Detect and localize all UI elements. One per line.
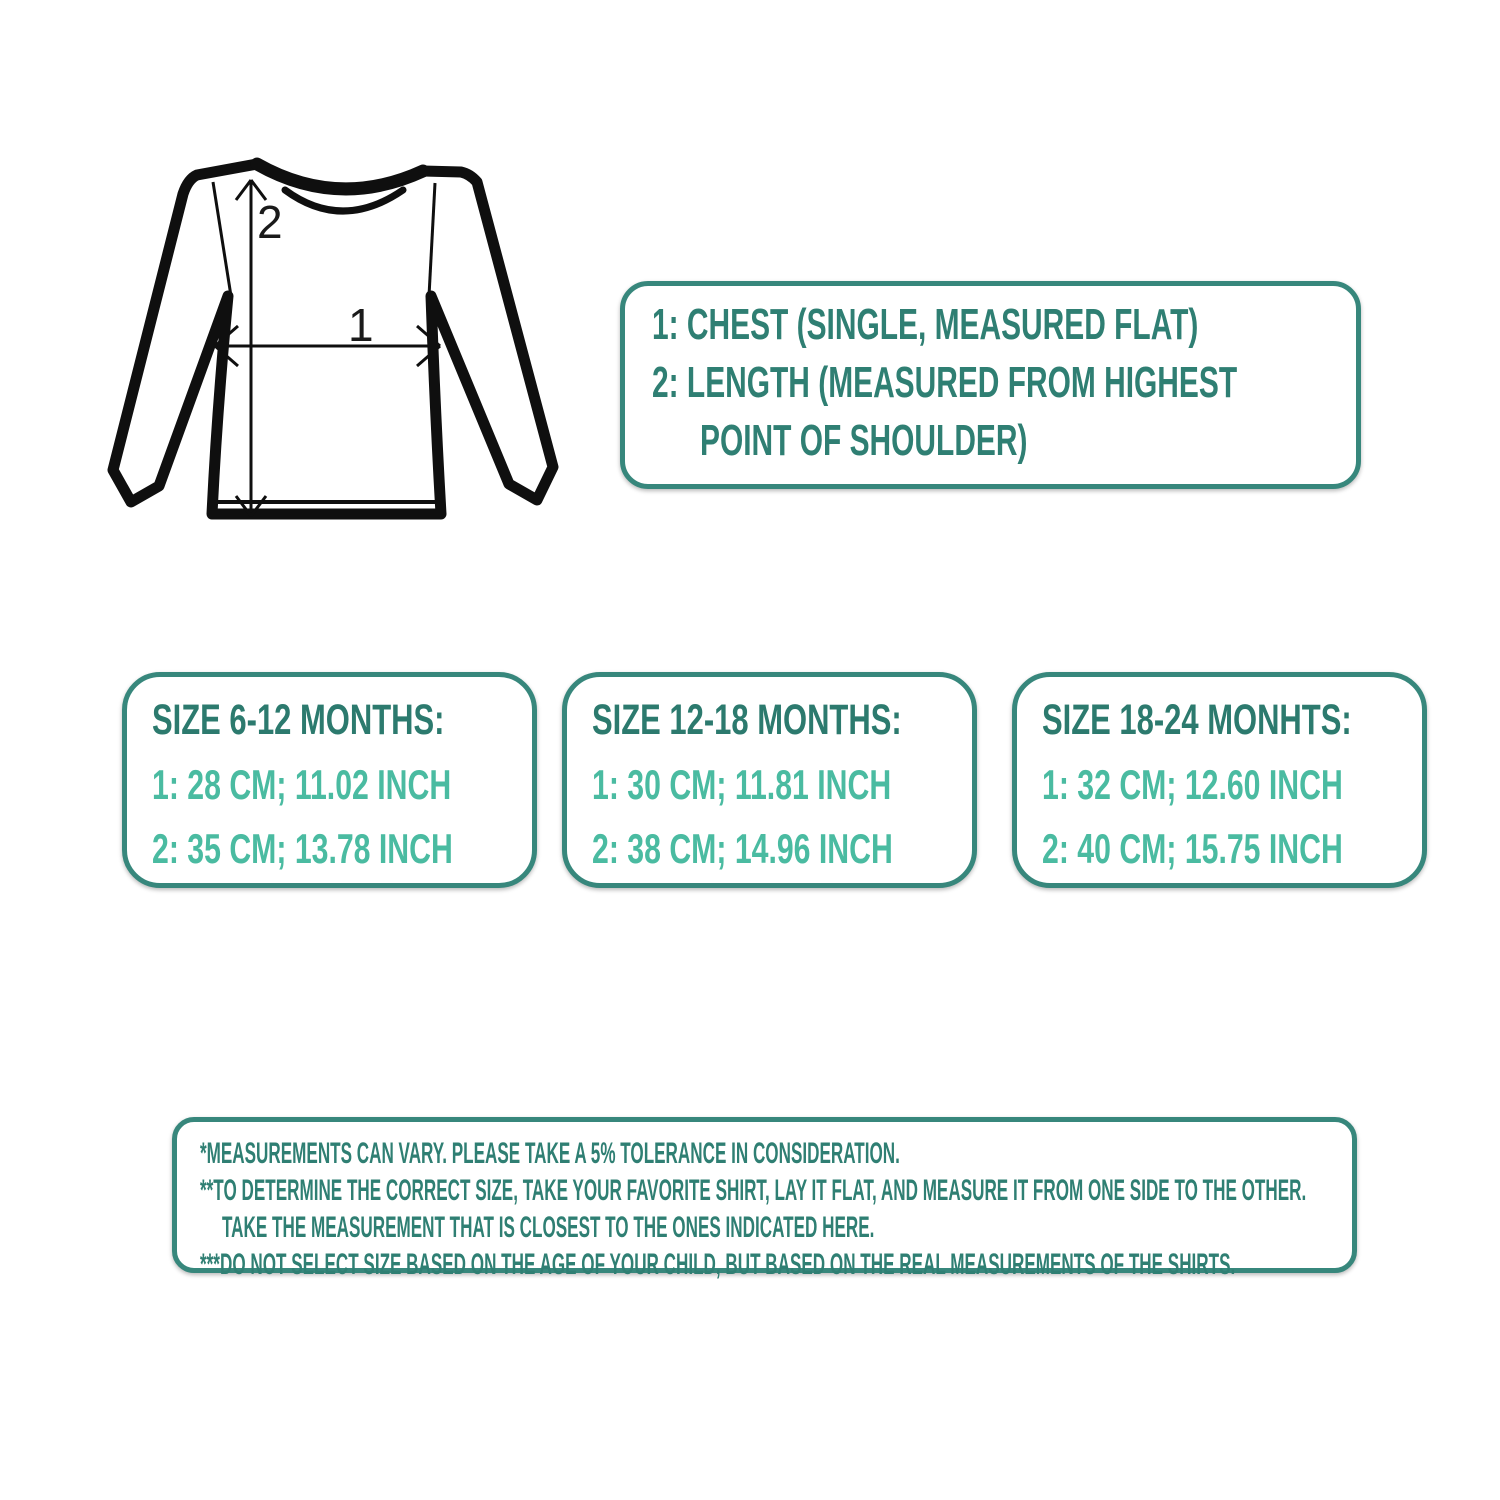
legend-line-chest: 1: CHEST (SINGLE, MEASURED FLAT) [652,300,1199,349]
size-box-chest: 1: 28 CM; 11.02 INCH [152,761,452,808]
shirt-outline [113,164,553,514]
size-box-18-24-months [1012,672,1427,888]
size-box-title: SIZE 6-12 MONTHS: [152,696,445,744]
length-number-label: 2 [257,196,283,248]
size-box-title: SIZE 12-18 MONTHS: [592,696,902,744]
legend-line-length-cont: POINT OF SHOULDER) [700,416,1028,465]
size-box-length: 2: 35 CM; 13.78 INCH [152,825,453,872]
footnote-how-to-measure-cont: TAKE THE MEASUREMENT THAT IS CLOSEST TO THE ONES INDICATED HERE. [222,1211,875,1244]
size-box-chest: 1: 32 CM; 12.60 INCH [1042,761,1343,808]
size-box-12-18-months [562,672,977,888]
shirt-diagram [105,150,570,530]
size-box-length: 2: 40 CM; 15.75 INCH [1042,825,1343,872]
chest-number-label: 1 [348,299,374,351]
legend-line-length: 2: LENGTH (MEASURED FROM HIGHEST [652,358,1238,407]
footnote-how-to-measure: **TO DETERMINE THE CORRECT SIZE, TAKE YOUR FAVORITE SHIRT, LAY IT FLAT, AND MEASURE IT FROM ONE SIDE TO THE OTHER. [200,1174,1307,1207]
footnote-tolerance: *MEASUREMENTS CAN VARY. PLEASE TAKE A 5% TOLERANCE IN CONSIDERATION. [200,1137,900,1170]
size-box-length: 2: 38 CM; 14.96 INCH [592,825,893,872]
size-box-title: SIZE 18-24 MONHTS: [1042,696,1352,744]
size-box-6-12-months [122,672,537,888]
footnote-age-warning: ***DO NOT SELECT SIZE BASED ON THE AGE OF YOUR CHILD, BUT BASED ON THE REAL MEASUREMENTS OF THE SHIRTS. [200,1248,1236,1281]
footnotes-box [172,1117,1357,1281]
legend-box [620,281,1361,489]
size-box-chest: 1: 30 CM; 11.81 INCH [592,761,892,808]
